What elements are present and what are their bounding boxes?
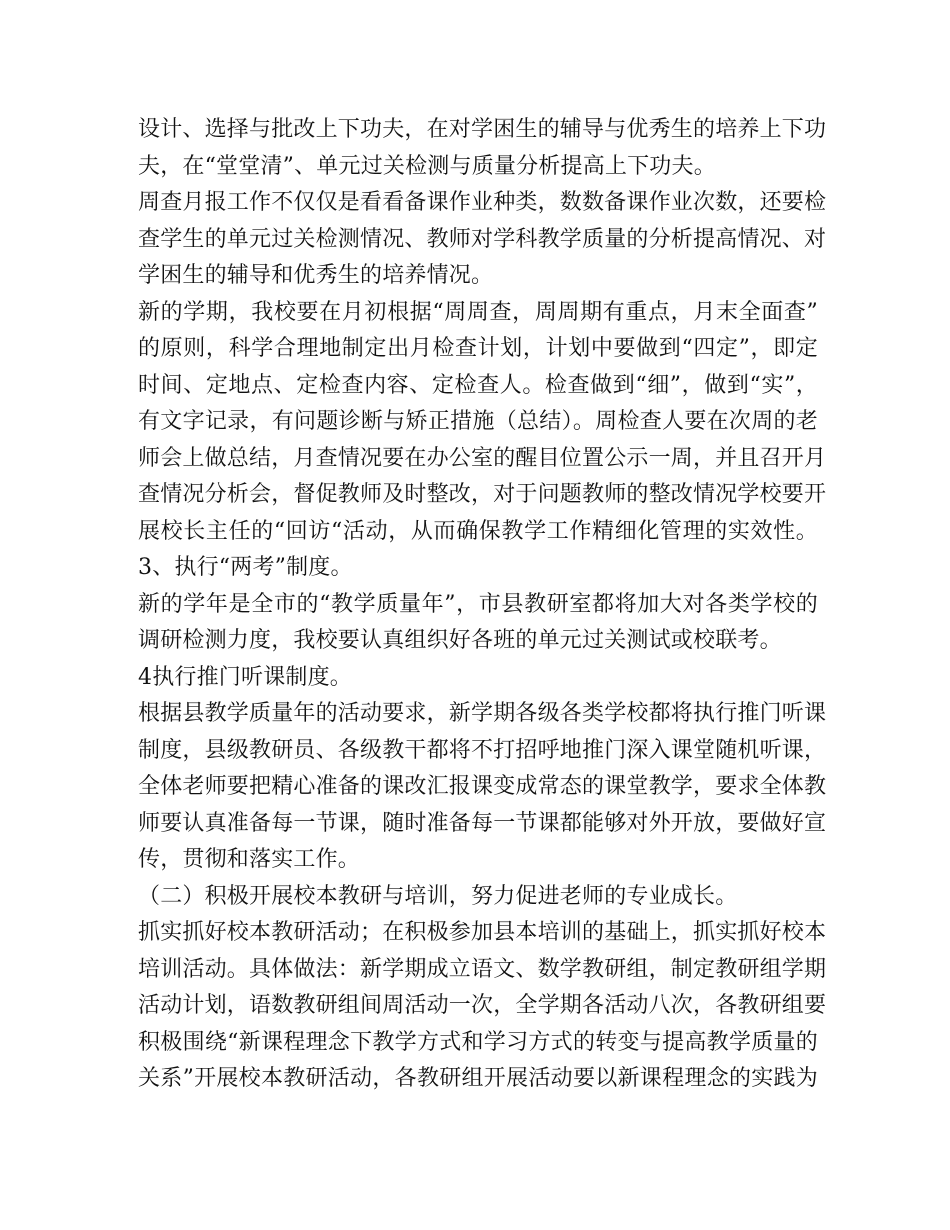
document-body <box>138 112 827 1098</box>
text-line: 有文字记录，有问题诊断与矫正措施（总结）。周检查人要在次周的老 <box>138 409 818 434</box>
text-line: 设计、选择与批改上下功夫，在对学困生的辅导与优秀生的培养上下功 <box>138 117 827 142</box>
text-line: 展校长主任的“回访“活动，从而确保教学工作精细化管理的实效性。 <box>138 518 818 544</box>
text-line: 查情况分析会，督促教师及时整改，对于问题教师的整改情况学校要开 <box>138 482 827 507</box>
text-line: 调研检测力度，我校要认真组织好各班的单元过关测试或校联考。 <box>138 628 782 653</box>
text-line: 活动计划，语数教研组间周活动一次，全学期各活动八次，各教研组要 <box>138 993 827 1018</box>
text-line: 关系”开展校本教研活动，各教研组开展活动要以新课程理念的实践为 <box>138 1066 818 1091</box>
text-line: 抓实抓好校本教研活动；在积极参加县本培训的基础上，抓实抓好校本 <box>138 920 827 945</box>
text-line: 积极围绕“新课程理念下教学方式和学习方式的转变与提高教学质量的 <box>138 1029 818 1055</box>
text-line: 全体老师要把精心准备的课改汇报课变成常态的课堂教学，要求全体教 <box>138 774 827 799</box>
text-line: 的原则，科学合理地制定出月检查计划，计划中要做到“四定”，即定 <box>138 336 818 361</box>
text-line: 新的学年是全市的“教学质量年”，市县教研室都将加大对各类学校的 <box>138 591 818 617</box>
text-line: 根据县教学质量年的活动要求，新学期各级各类学校都将执行推门听课 <box>138 701 827 726</box>
section-heading: 3、执行“两考”制度。 <box>138 555 353 580</box>
section-heading: 4执行推门听课制度。 <box>138 664 352 690</box>
text-line: 制度，县级教研员、各级教干都将不打招呼地推门深入课堂随机听课， <box>138 737 827 763</box>
text-line: 传，贯彻和落实工作。 <box>138 847 361 872</box>
section-heading: （二）积极开展校本教研与培训，努力促进老师的专业成长。 <box>138 883 738 909</box>
text-line: 师要认真准备每一节课，随时准备每一节课都能够对外开放，要做好宣 <box>138 810 827 836</box>
text-line: 师会上做总结，月查情况要在办公室的醒目位置公示一周，并且召开月 <box>138 445 827 471</box>
text-line: 周查月报工作不仅仅是看看备课作业种类，数数备课作业次数，还要检 <box>138 190 827 215</box>
text-line: 新的学期，我校要在月初根据“周周查，周周期有重点，月末全面查” <box>138 299 818 325</box>
text-line: 培训活动。具体做法：新学期成立语文、数学教研组，制定教研组学期 <box>138 956 827 982</box>
text-line: 时间、定地点、定检查内容、定检查人。检查做到“细”，做到“实”， <box>138 372 818 398</box>
text-line: 查学生的单元过关检测情况、教师对学科教学质量的分析提高情况、对 <box>138 226 827 252</box>
text-line: 学困生的辅导和优秀生的培养情况。 <box>138 263 494 288</box>
text-line: 夫，在“堂堂清”、单元过关检测与质量分析提高上下功夫。 <box>138 153 716 179</box>
